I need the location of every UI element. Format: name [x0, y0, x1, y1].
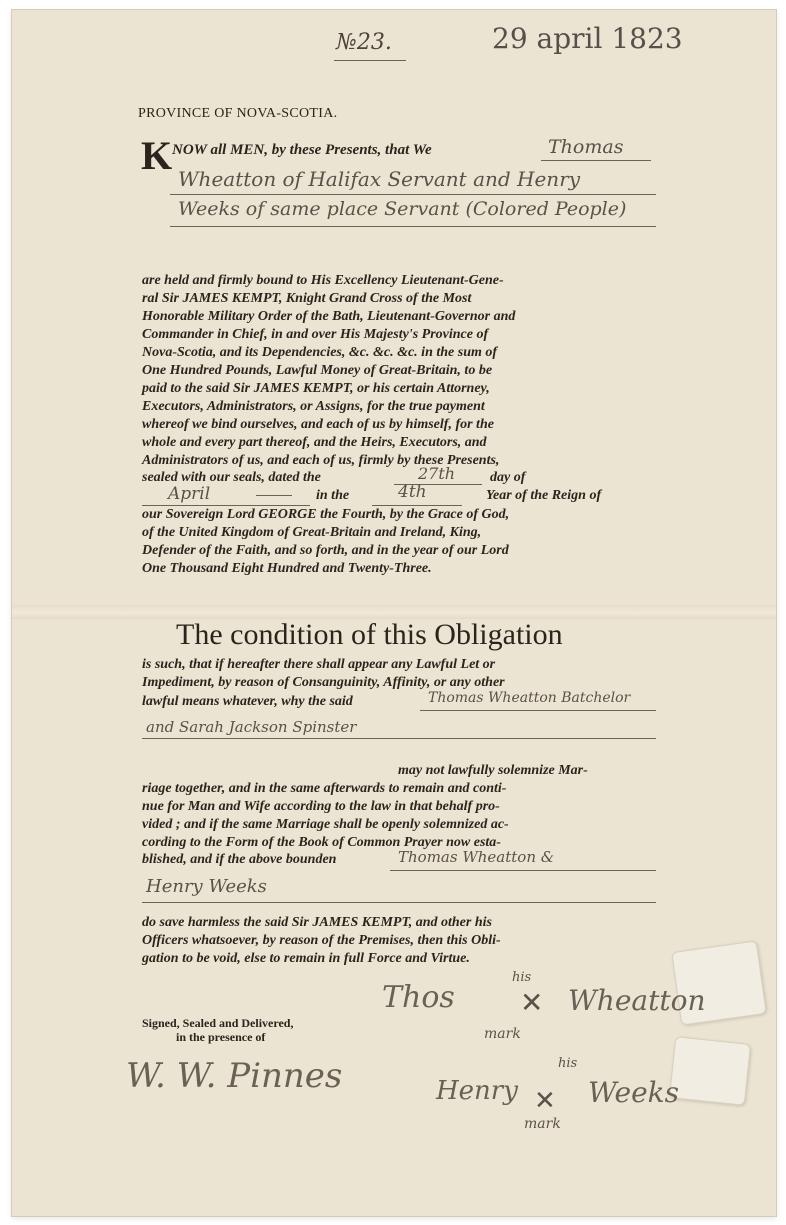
fill-line [142, 738, 656, 739]
bond-line: Commander in Chief, in and over His Majesty's Province of [142, 327, 489, 342]
bond-line: Honorable Military Order of the Bath, Lieutenant-Governor and [142, 309, 516, 324]
sig2-prefix: Henry [436, 1076, 518, 1106]
hand-bounden-2: Henry Weeks [146, 876, 267, 897]
fill-line [390, 870, 656, 871]
fill-line [541, 160, 651, 161]
marriage-line: riage together, and in the same afterwards to remain and conti- [142, 781, 507, 796]
bond-line: One Hundred Pounds, Lawful Money of Great-Britain, to be [142, 363, 493, 378]
reign-line: Defender of the Faith, and so forth, and in the year of our Lord [142, 543, 509, 558]
fill-line [420, 710, 656, 711]
bond-line: paid to the said Sir JAMES KEMPT, or his certain Attorney, [142, 381, 490, 396]
number-underline [334, 60, 406, 61]
bond-line: are held and firmly bound to His Excellency Lieutenant-Gene- [142, 273, 504, 288]
hand-names-1: Thomas Wheatton Batchelor [428, 690, 631, 706]
sig2-mark-label: mark [524, 1116, 561, 1132]
dash-line [256, 495, 292, 496]
bond-paragraph [142, 272, 657, 470]
reign-line: of the United Kingdom of Great-Britain and Ireland, King, [142, 525, 482, 540]
sig2-name: Weeks [588, 1076, 679, 1109]
signed-line-1: Signed, Sealed and Delivered, [142, 1016, 294, 1030]
signed-line-2: in the presence of [176, 1030, 266, 1044]
condition-heading: The condition of this Obligation [176, 618, 563, 651]
fill-line [170, 226, 656, 227]
hand-names-2: and Sarah Jackson Spinster [146, 718, 357, 736]
hand-bounden-1: Thomas Wheatton & [398, 848, 555, 866]
sig1-mark-label: mark [484, 1026, 521, 1042]
condition-line: is such, that if hereafter there shall appear any Lawful Let or [142, 657, 496, 672]
sealed-day: 27th [418, 464, 456, 483]
bond-line: Administrators of us, and each of us, firmly by these Presents, [142, 453, 500, 468]
bond-line: Nova-Scotia, and its Dependencies, &c. &c. &c. in the sum of [142, 345, 498, 360]
bond-line: ral Sir JAMES KEMPT, Knight Grand Cross of the Most [142, 291, 472, 306]
closing-line: do save harmless the said Sir JAMES KEMPT, and other his [142, 915, 492, 930]
document-number: №23. [336, 30, 392, 55]
opening-hand-3: Weeks of same place Servant (Colored People) [178, 198, 627, 220]
opening-hand-1: Thomas [548, 136, 624, 158]
opening-hand-2: Wheatton of Halifax Servant and Henry [178, 167, 581, 191]
lawful-text: lawful means whatever, why the said [142, 694, 353, 709]
sig1-mark: ✕ [520, 986, 544, 1019]
reign-line: our Sovereign Lord GEORGE the Fourth, by the Grace of God, [142, 507, 510, 522]
reign-paragraph [142, 506, 657, 578]
bond-line: Executors, Administrators, or Assigns, for the true payment [142, 399, 485, 414]
sig1-his: his [512, 970, 532, 985]
condition-line: Impediment, by reason of Consanguinity, Affinity, or any other [142, 675, 505, 690]
sealed-text-d: Year of the Reign of [486, 488, 602, 503]
province-heading: PROVINCE OF NOVA-SCOTIA. [138, 106, 338, 121]
sealed-text-b: day of [490, 470, 526, 485]
bond-line: whole and every part thereof, and the Heirs, Executors, and [142, 435, 487, 450]
sealed-text-c: in the [316, 488, 350, 503]
marriage-line: may not lawfully solemnize Mar- [398, 763, 588, 778]
marriage-line: cording to the Form of the Book of Common Prayer now esta- [142, 835, 501, 850]
date-note: 29 april 1823 [492, 22, 683, 55]
paper-fold [12, 605, 776, 619]
closing-line: gation to be void, else to remain in full Force and Virtue. [142, 951, 470, 966]
sealed-month: April [168, 484, 211, 504]
condition-paragraph [142, 656, 657, 692]
witness-signature: W. W. Pinnes [126, 1056, 343, 1096]
sealed-text-a: sealed with our seals, dated the [142, 470, 321, 485]
sig1-prefix: Thos [382, 980, 455, 1015]
marriage-line: vided ; and if the same Marriage shall be openly solemnized ac- [142, 817, 509, 832]
sig2-mark: ✕ [534, 1086, 556, 1116]
sig2-his: his [558, 1056, 578, 1071]
closing-line: Officers whatsoever, by reason of the Premises, then this Obli- [142, 933, 501, 948]
marriage-paragraph [142, 762, 657, 852]
fill-line [170, 194, 656, 195]
bounden-text: blished, and if the above bounden [142, 852, 337, 867]
closing-paragraph [142, 914, 657, 968]
bond-line: whereof we bind ourselves, and each of us by himself, for the [142, 417, 494, 432]
reign-line: One Thousand Eight Hundred and Twenty-Three. [142, 561, 432, 576]
sig1-name: Wheatton [568, 984, 706, 1017]
marriage-line: nue for Man and Wife according to the law in that behalf pro- [142, 799, 500, 814]
drop-cap: K [141, 133, 173, 178]
seal-paper-2 [669, 1036, 751, 1106]
sealed-year: 4th [398, 482, 427, 502]
opening-text: NOW all MEN, by these Presents, that We [172, 142, 432, 158]
fill-line [142, 902, 656, 903]
